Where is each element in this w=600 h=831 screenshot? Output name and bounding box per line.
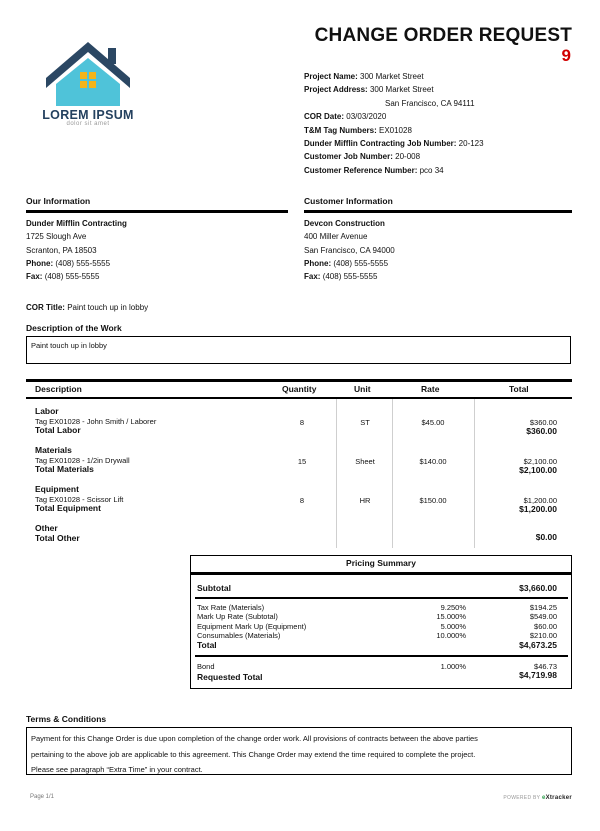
equipment-line: Tag EX01028 - Scissor Lift <box>35 494 124 504</box>
pricing-labels <box>197 603 306 650</box>
labor-line: Tag EX01028 - John Smith / Laborer <box>35 416 157 426</box>
materials-category: Materials <box>35 445 72 455</box>
labor-group <box>35 407 156 435</box>
materials-group <box>35 446 130 474</box>
materials-rate: $140.00 <box>419 457 447 466</box>
col-header-quantity: Quantity <box>282 384 317 394</box>
document-title: CHANGE ORDER REQUEST <box>314 25 572 46</box>
labor-rate: $45.00 <box>421 418 445 427</box>
total-label: Total <box>197 639 217 650</box>
pricing-summary-title: Pricing Summary <box>346 558 416 568</box>
equipment-category: Equipment <box>35 484 79 494</box>
column-divider <box>392 399 393 548</box>
subtotal-value: $3,660.00 <box>519 583 557 593</box>
bond-pct: 1.000% <box>440 662 466 671</box>
customer-phone-row: Phone: (408) 555-5555 <box>304 258 389 268</box>
cor-title-row: COR Title: Paint touch up in lobby <box>26 303 149 312</box>
markup-label: Mark Up Rate (Subtotal) <box>197 612 278 622</box>
tm-tag-row: T&M Tag Numbers: EX01028 <box>304 125 412 135</box>
project-info <box>304 70 574 177</box>
customer-info-block <box>304 217 395 283</box>
our-street: 1725 Slough Ave <box>26 232 87 242</box>
markup-pct: 15.000% <box>436 612 466 622</box>
equipment-amount: $1,200.00 <box>523 496 557 505</box>
dm-job-row: Dunder Mifflin Contracting Job Number: 20-123 <box>304 139 484 149</box>
other-amounts <box>480 533 557 542</box>
labor-total-label: Total Labor <box>35 424 81 435</box>
document-number: 9 <box>561 46 571 65</box>
consumables-label: Consumables (Materials) <box>197 631 281 641</box>
project-address-row: Project Address: 300 Market Street <box>304 85 434 95</box>
materials-total-label: Total Materials <box>35 463 94 474</box>
divider <box>195 655 568 657</box>
bond-value: $46.73 <box>534 662 557 671</box>
col-header-rate: Rate <box>421 384 440 394</box>
labor-category: Labor <box>35 406 59 416</box>
equipment-unit: HR <box>359 496 371 505</box>
equipment-total: $1,200.00 <box>519 504 557 514</box>
equipment-markup-label: Equipment Mark Up (Equipment) <box>197 621 307 631</box>
divider <box>195 597 568 599</box>
pricing-values <box>480 603 557 650</box>
col-header-unit: Unit <box>354 384 371 394</box>
equipment-group <box>35 485 123 513</box>
bond-label: Bond <box>197 662 215 671</box>
labor-amount: $360.00 <box>529 418 557 427</box>
terms-line: Please see paragraph “Extra Time” in your contract. <box>31 765 203 774</box>
requested-total-label: Requested Total <box>197 672 263 683</box>
materials-line: Tag EX01028 - 1/2in Drywall <box>35 455 130 465</box>
consumables-value: $210.00 <box>529 631 557 641</box>
equipment-markup-pct: 5.000% <box>440 621 466 631</box>
labor-quantity: 8 <box>299 418 305 427</box>
logo-name: LOREM IPSUM <box>42 108 134 122</box>
col-header-description: Description <box>35 384 82 394</box>
cor-date-row: COR Date: 03/03/2020 <box>304 112 387 122</box>
customer-street: 400 Miller Avenue <box>304 232 368 242</box>
terms-heading: Terms & Conditions <box>26 714 107 724</box>
col-header-total: Total <box>509 384 529 394</box>
materials-quantity: 15 <box>297 457 307 466</box>
our-fax-row: Fax: (408) 555-5555 <box>26 272 100 282</box>
terms-line: pertaining to the above job are applicable to this agreement. This Change Order may extend the time required to complete the project. <box>31 749 476 759</box>
tax-pct: 9.250% <box>440 603 466 612</box>
bond-block-labels <box>197 662 263 683</box>
description-box: Paint touch up in lobby <box>26 336 571 364</box>
customer-info-heading: Customer Information <box>304 196 393 206</box>
equipment-rate: $150.00 <box>419 496 447 505</box>
labor-amounts <box>480 418 557 436</box>
divider <box>26 379 572 382</box>
our-city: Scranton, PA 18503 <box>26 245 97 255</box>
customer-ref-row: Customer Reference Number: pco 34 <box>304 165 444 175</box>
total-value: $4,673.25 <box>519 639 557 650</box>
other-total: $0.00 <box>535 532 557 542</box>
subtotal-label: Subtotal <box>197 583 231 593</box>
column-divider <box>336 399 337 548</box>
materials-amount: $2,100.00 <box>523 457 557 466</box>
customer-city: San Francisco, CA 94000 <box>304 245 395 255</box>
page-number: Page 1/1 <box>30 794 55 800</box>
tax-value: $194.25 <box>529 603 557 612</box>
labor-total: $360.00 <box>526 426 557 436</box>
our-info-block <box>26 217 127 283</box>
divider <box>304 210 572 213</box>
customer-job-row: Customer Job Number: 20-008 <box>304 152 421 162</box>
tax-label: Tax Rate (Materials) <box>197 603 265 612</box>
terms-box <box>26 727 572 775</box>
project-address-line2: San Francisco, CA 94111 <box>385 98 475 108</box>
divider <box>26 397 572 399</box>
divider <box>26 210 288 213</box>
logo-tagline: dolor sit amet <box>66 121 110 127</box>
extracker-logo: eXtracker <box>541 795 572 801</box>
other-category: Other <box>35 523 58 533</box>
other-total-label: Total Other <box>35 532 80 543</box>
consumables-pct: 10.000% <box>436 631 466 641</box>
equipment-markup-value: $60.00 <box>534 621 557 631</box>
materials-amounts <box>480 457 557 475</box>
equipment-amounts <box>480 496 557 514</box>
materials-unit: Sheet <box>355 457 375 466</box>
requested-total-value: $4,719.98 <box>519 670 557 681</box>
our-company: Dunder Mifflin Contracting <box>26 219 127 228</box>
our-phone-row: Phone: (408) 555-5555 <box>26 258 111 268</box>
logo-chimney-icon <box>108 48 116 64</box>
other-group <box>35 524 80 543</box>
project-name-row: Project Name: 300 Market Street <box>304 72 424 81</box>
pricing-percentages <box>400 603 466 641</box>
powered-by: POWERED BY eXtracker <box>503 795 572 801</box>
equipment-total-label: Total Equipment <box>35 502 101 513</box>
labor-unit: ST <box>360 418 370 427</box>
our-info-heading: Our Information <box>26 196 91 206</box>
divider <box>190 572 572 575</box>
materials-total: $2,100.00 <box>519 465 557 475</box>
customer-fax-row: Fax: (408) 555-5555 <box>304 272 378 282</box>
equipment-quantity: 8 <box>299 496 305 505</box>
terms-line: Payment for this Change Order is due upon completion of the change order work. All provisions of contracts between the above parties <box>31 734 478 743</box>
markup-value: $549.00 <box>529 612 557 622</box>
column-divider <box>474 399 475 548</box>
description-heading: Description of the Work <box>26 323 122 333</box>
customer-company: Devcon Construction <box>304 219 385 228</box>
bond-block-values <box>480 662 557 681</box>
